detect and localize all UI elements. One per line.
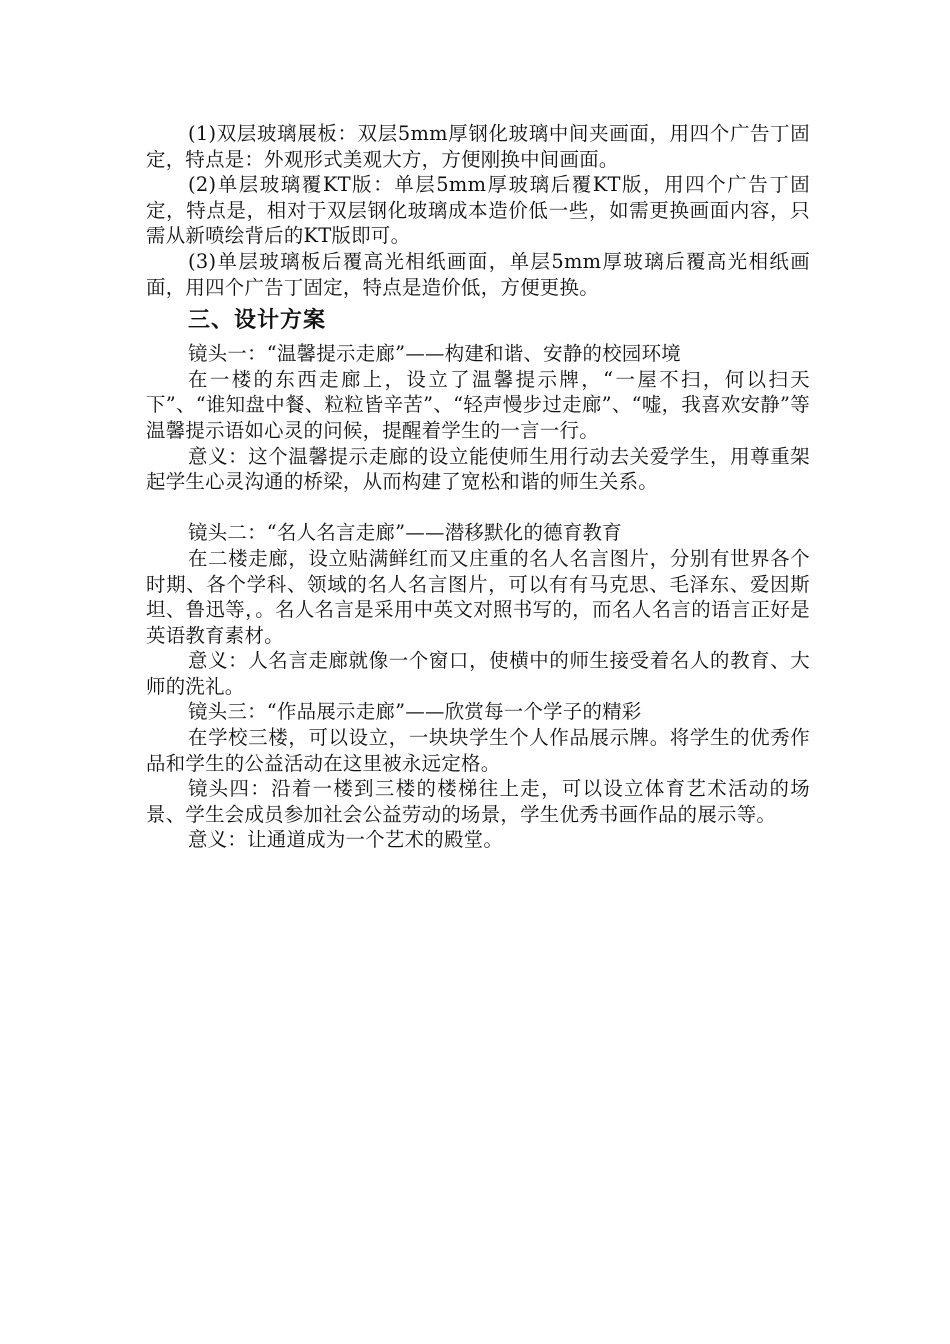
paragraph-single-glass-kt: (2)单层玻璃覆KT版：单层5mm厚玻璃后覆KT版，用四个广告丁固定，特点是，相对于双层钢化玻璃成本造价低一些，如需更换画面内容，只需从新喷绘背后的KT版即可。 [146,173,810,248]
blank-line [146,495,810,521]
document-page [146,121,810,853]
shot1-title: 镜头一：“温馨提示走廊”——构建和谐、安静的校园环境 [188,342,681,366]
shot1-meaning: 意义：这个温馨提示走廊的设立能使师生用行动去关爱学生，用尊重架起学生心灵沟通的桥梁，从而构建了宽松和谐的师生关系。 [146,444,810,494]
shot1-body: 在一楼的东西走廊上，设立了温馨提示牌，“一屋不扫，何以扫天下”、“谁知盘中餐、粒粒皆辛苦”、“轻声慢步过走廊”、“嘘，我喜欢安静”等温馨提示语如心灵的问候，提醒着学生的一言一行。 [146,367,810,442]
paragraph-double-glass: (1)双层玻璃展板：双层5mm厚钢化玻璃中间夹画面，用四个广告丁固定，特点是：外观形式美观大方，方便刚换中间画面。 [146,122,810,171]
section-heading: 三、设计方案 [188,308,327,334]
shot3-title: 镜头三：“作品展示走廊”——欣赏每一个学子的精彩 [188,700,642,724]
paragraph-single-glass-photo: (3)单层玻璃板后覆高光相纸画面，单层5mm厚玻璃后覆高光相纸画面，用四个广告丁固定，特点是造价低，方便更换。 [146,249,810,299]
shot4-body: 镜头四：沿着一楼到三楼的楼梯往上走，可以设立体育艺术活动的场景、学生会成员参加社会公益劳动的场景，学生优秀书画作品的展示等。 [146,777,810,826]
shot2-title: 镜头二：“名人名言走廊”——潜移默化的德育教育 [188,521,622,545]
shot2-body: 在二楼走廊，设立贴满鲜红而又庄重的名人名言图片，分别有世界各个时期、各个学科、领域的名人名言图片，可以有有马克思、毛泽东、爱因斯坦、鲁迅等，。名人名言是采用中英文对照书写的，而名人名言的语言正好是英语教育素材。 [146,546,810,647]
shot3-body: 在学校三楼，可以设立，一块块学生个人作品展示牌。将学生的优秀作品和学生的公益活动在这里被永远定格。 [146,726,810,775]
shot2-meaning: 意义：人名言走廊就像一个窗口，使横中的师生接受着名人的教育、大师的洗礼。 [146,649,810,698]
shot4-meaning: 意义：让通道成为一个艺术的殿堂。 [188,828,504,852]
